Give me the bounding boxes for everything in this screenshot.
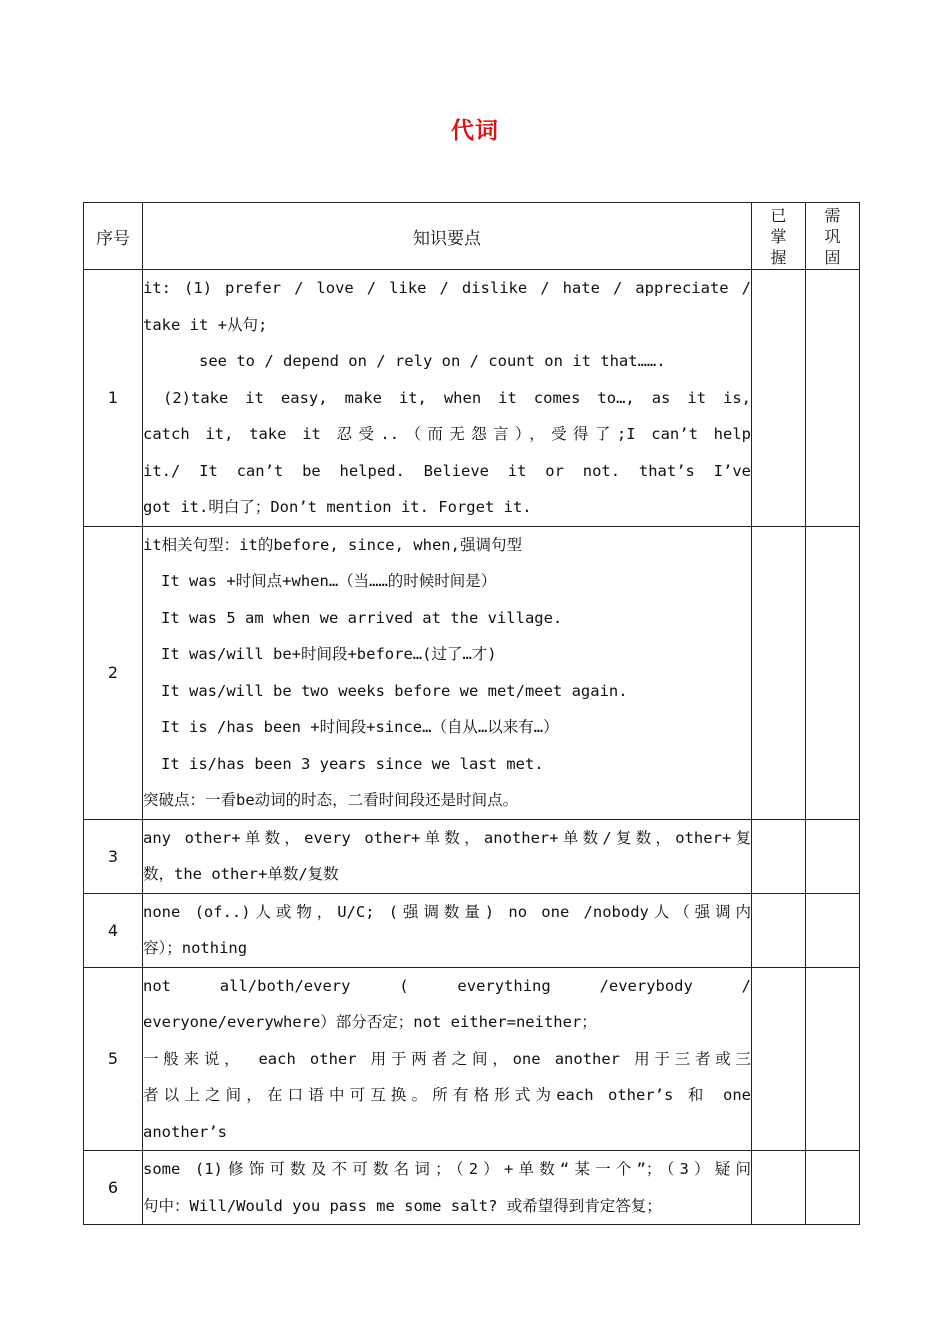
content-line: (2)take it easy, make it, when it comes to…, as it is,	[163, 388, 751, 407]
row-number: 3	[84, 819, 143, 893]
row-content	[143, 967, 752, 1151]
mastered-cell[interactable]	[752, 819, 806, 893]
knowledge-table	[83, 202, 860, 1225]
review-cell[interactable]	[806, 526, 860, 819]
content-line: It was/will be+时间段+before…(过了…才)	[161, 645, 497, 663]
review-cell[interactable]	[806, 893, 860, 967]
content-line: It is /has been +时间段+since…（自从…以来有…）	[161, 718, 559, 736]
review-cell[interactable]	[806, 1151, 860, 1225]
row-content	[143, 270, 752, 527]
content-line: 数，the other+单数/复数	[143, 865, 339, 883]
content-line: any other+单数，every other+单数，another+单数/复数，other+复	[143, 828, 751, 847]
header-mastered-char: 握	[770, 247, 787, 267]
content-line: see to / depend on / rely on / count on it that…….	[199, 352, 666, 370]
row-content	[143, 526, 752, 819]
mastered-cell[interactable]	[752, 1151, 806, 1225]
content-line: it: (1) prefer / love / like / dislike / hate / appreciate /	[143, 279, 751, 297]
header-review-char: 固	[824, 247, 841, 267]
content-line: everyone/everywhere）部分否定；not either=neither；	[143, 1013, 597, 1031]
content-line: another’s	[143, 1122, 227, 1141]
content-line: 者以上之间，在口语中可互换。所有格形式为each other’s 和 one	[143, 1086, 751, 1104]
table-row	[84, 526, 860, 819]
mastered-cell[interactable]	[752, 967, 806, 1151]
header-no: 序号	[84, 203, 143, 270]
table-row	[84, 1151, 860, 1225]
table-row	[84, 270, 860, 527]
page-title: 代词	[451, 118, 499, 144]
header-mastered-char: 已	[770, 205, 787, 225]
header-knowledge: 知识要点	[143, 203, 752, 270]
mastered-cell[interactable]	[752, 526, 806, 819]
content-line: got it.明白了；Don’t mention it. Forget it.	[143, 498, 532, 516]
content-line: some (1)修饰可数及不可数名词；（2）+单数“某一个”；（3）疑问	[143, 1160, 751, 1178]
row-number: 1	[84, 270, 143, 527]
mastered-cell[interactable]	[752, 270, 806, 527]
header-review-char: 巩	[824, 226, 841, 246]
table-row	[84, 967, 860, 1151]
review-cell[interactable]	[806, 819, 860, 893]
header-mastered-char: 掌	[770, 226, 787, 246]
table-row	[84, 819, 860, 893]
header-review-char: 需	[824, 205, 841, 225]
row-number: 6	[84, 1151, 143, 1225]
mastered-cell[interactable]	[752, 893, 806, 967]
content-line: It was 5 am when we arrived at the village.	[161, 608, 563, 627]
table-row	[84, 893, 860, 967]
content-line: 一般来说， each other 用于两者之间，one another 用于三者或三	[143, 1049, 751, 1068]
table-header-row	[84, 203, 860, 270]
content-line: It was/will be two weeks before we met/meet again.	[161, 681, 628, 700]
content-line: 容）；nothing	[143, 939, 248, 957]
content-line: it./ It can’t be helped. Believe it or not. that’s I’ve	[143, 461, 751, 480]
header-review	[806, 203, 860, 270]
row-number: 5	[84, 967, 143, 1151]
content-line: catch it, take it 忍受..（而无怨言），受得了;I can’t help	[143, 425, 751, 443]
review-cell[interactable]	[806, 270, 860, 527]
row-number: 4	[84, 893, 143, 967]
content-line: It was +时间点+when…（当……的时候时间是）	[161, 572, 497, 590]
row-content	[143, 893, 752, 967]
header-mastered	[752, 203, 806, 270]
content-line: take it +从句;	[143, 315, 268, 334]
content-line: it相关句型：it的before, since, when,强调句型	[143, 535, 522, 554]
row-content	[143, 819, 752, 893]
content-line: 句中：Will/Would you pass me some salt? 或希望得到肯定答复；	[143, 1196, 662, 1215]
row-content	[143, 1151, 752, 1225]
content-line: 突破点：一看be动词的时态，二看时间段还是时间点。	[143, 791, 519, 809]
review-cell[interactable]	[806, 967, 860, 1151]
content-line: It is/has been 3 years since we last met.	[161, 754, 544, 773]
content-line: not all/both/every ( everything /everybody /	[143, 976, 751, 995]
content-line: none (of..)人或物，U/C; (强调数量) no one /nobody人（强调内	[143, 902, 751, 921]
row-number: 2	[84, 526, 143, 819]
